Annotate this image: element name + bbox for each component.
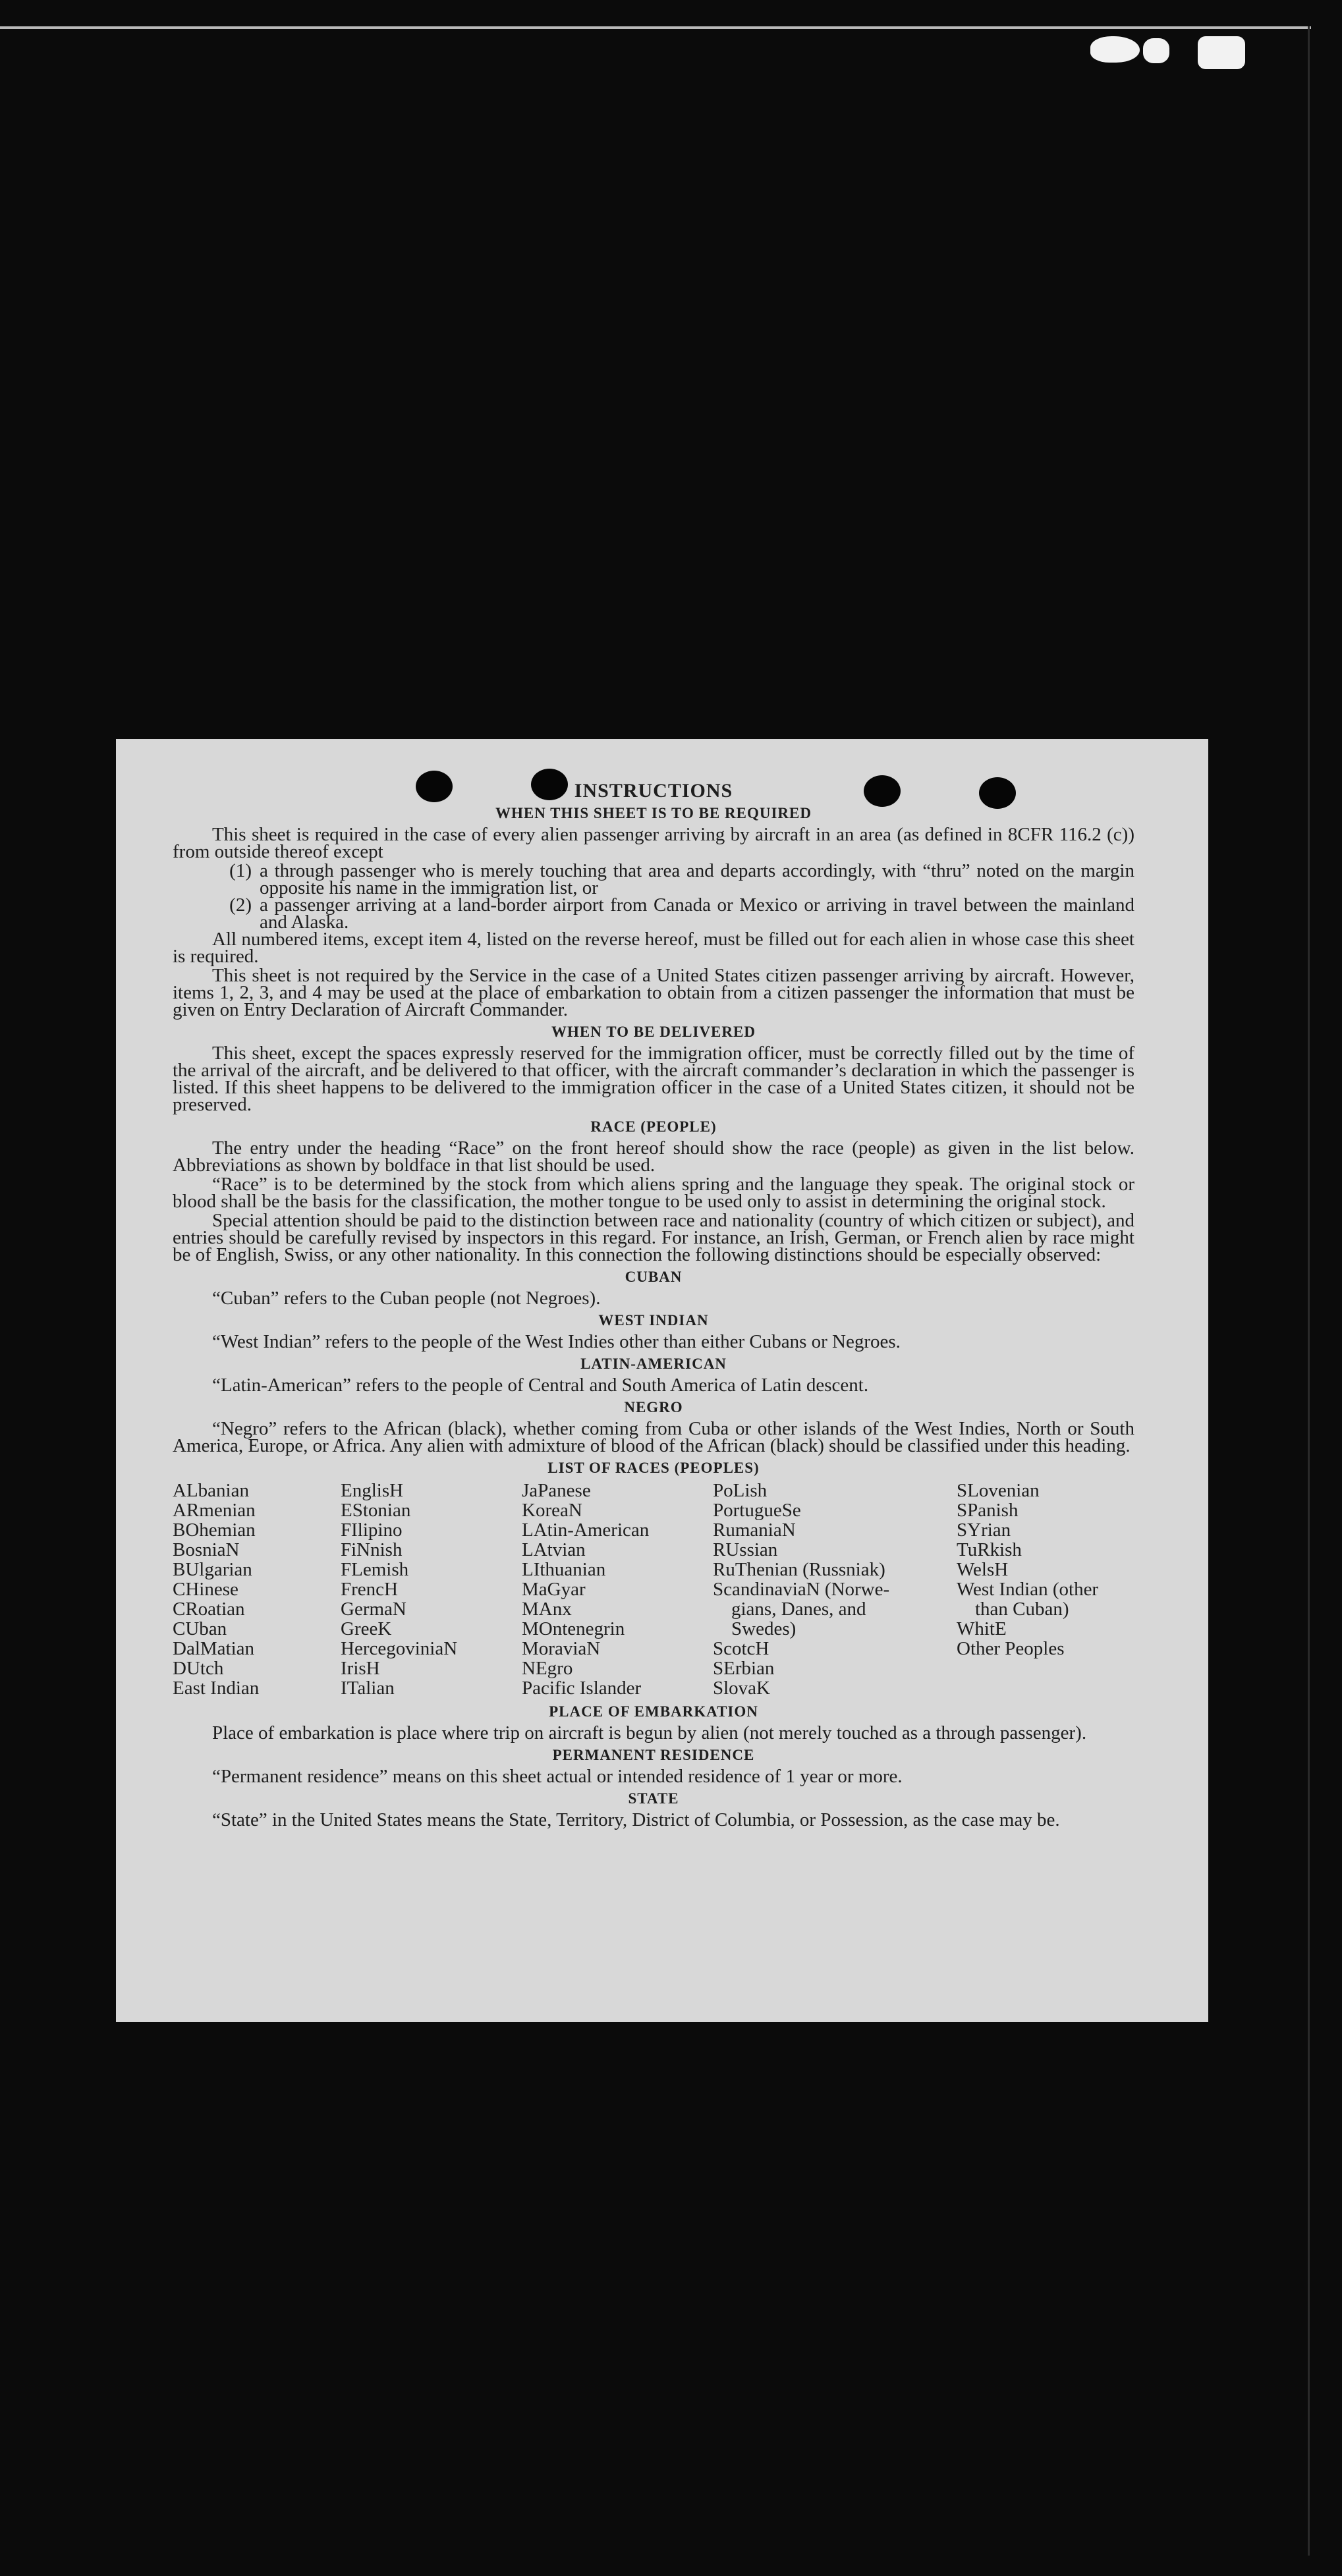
race-entry: SPanish bbox=[957, 1500, 1019, 1521]
race-entry: RuThenian (Russniak) bbox=[713, 1559, 885, 1580]
race-entry: LAtin-American bbox=[522, 1520, 650, 1541]
race-entry: RumaniaN bbox=[713, 1520, 796, 1541]
races-column-3 bbox=[522, 1481, 713, 1698]
race-entry: SlovaK bbox=[713, 1678, 770, 1699]
paragraph-latin-american: “Latin-American” refers to the people of Central and South America of Latin descent. bbox=[212, 1375, 869, 1396]
races-table bbox=[173, 1481, 1134, 1698]
race-entry: RUssian bbox=[713, 1539, 778, 1560]
race-entry: Pacific Islander bbox=[522, 1678, 642, 1699]
race-entry-continued: gians, Danes, and bbox=[731, 1599, 866, 1620]
races-column-4 bbox=[713, 1481, 957, 1698]
paragraph-race-2: “Race” is to be determined by the stock from which aliens spring and the language they speak. The original stock or blood shall be the basis for the classification, the mother tongue to be used only to assist in determining the original stock. bbox=[173, 1174, 1134, 1212]
races-column-2 bbox=[341, 1481, 522, 1698]
race-entry: LIthuanian bbox=[522, 1559, 606, 1580]
film-edge-line bbox=[0, 26, 1311, 29]
race-entry: DUtch bbox=[173, 1658, 224, 1679]
race-entry: BosniaN bbox=[173, 1539, 240, 1560]
paragraph-required: This sheet is required in the case of every alien passenger arriving by aircraft in an area (as defined in 8CFR 116.2 (c)) from outside thereof except bbox=[173, 824, 1134, 862]
race-entry: DalMatian bbox=[173, 1638, 255, 1659]
exception-item-1 bbox=[173, 862, 1134, 896]
paragraph-embarkation: Place of embarkation is place where trip on aircraft is begun by alien (not merely touched as a through passenger). bbox=[212, 1722, 1087, 1743]
heading-list-of-races: LIST OF RACES (PEOPLES) bbox=[547, 1460, 760, 1476]
race-entry: SLovenian bbox=[957, 1480, 1040, 1501]
race-entry: CUban bbox=[173, 1618, 227, 1639]
race-entry: FLemish bbox=[341, 1559, 409, 1580]
heading-when-required: WHEN THIS SHEET IS TO BE REQUIRED bbox=[495, 805, 812, 821]
race-entry: MAnx bbox=[522, 1599, 572, 1620]
paragraph-race-3: Special attention should be paid to the distinction between race and nationality (country of which citizen or subject), and entries should be carefully revised by inspectors in this regard. For instance, an Irish, German, or French alien by race might be of English, Swiss, or any other nationality. In this connection the following distinctions should be especially observed: bbox=[173, 1210, 1134, 1265]
race-entry: CHinese bbox=[173, 1579, 238, 1600]
paragraph-not-required: This sheet is not required by the Service in the case of a United States citizen passenger arriving by aircraft. However, items 1, 2, 3, and 4 may be used at the place of embarkation to obtain from a citizen passenger the information that must be given on Entry Declaration of Aircraft Commander. bbox=[173, 965, 1134, 1020]
race-entry: MaGyar bbox=[522, 1579, 586, 1600]
paragraph-race-1: The entry under the heading “Race” on the front hereof should show the race (people) as given in the list below. Abbreviations as shown by boldface in that list should be used. bbox=[173, 1137, 1134, 1176]
item-text: a passenger arriving at a land-border airport from Canada or Mexico or arriving in travel between the mainland and Alaska. bbox=[260, 894, 1134, 933]
heading-permanent-residence: PERMANENT RESIDENCE bbox=[552, 1747, 755, 1763]
race-entry: ScotcH bbox=[713, 1638, 769, 1659]
film-frame-mark bbox=[1143, 38, 1169, 63]
race-entry: ARmenian bbox=[173, 1500, 256, 1521]
race-entry: SErbian bbox=[713, 1658, 775, 1679]
race-entry: WelsH bbox=[957, 1559, 1009, 1580]
races-column-1 bbox=[173, 1481, 341, 1698]
race-entry: EStonian bbox=[341, 1500, 411, 1521]
item-text: a through passenger who is merely touching that area and departs accordingly, with “thru” noted on the margin opposite his name in the immigration list, or bbox=[260, 860, 1134, 898]
race-entry: ALbanian bbox=[173, 1480, 249, 1501]
race-entry: FiNnish bbox=[341, 1539, 403, 1560]
race-entry: Other Peoples bbox=[957, 1638, 1065, 1659]
heading-when-delivered: WHEN TO BE DELIVERED bbox=[551, 1024, 756, 1040]
race-entry: MOntenegrin bbox=[522, 1618, 625, 1639]
heading-latin-american: LATIN-AMERICAN bbox=[580, 1356, 727, 1372]
heading-state: STATE bbox=[628, 1790, 679, 1807]
race-entry: PortugueSe bbox=[713, 1500, 801, 1521]
heading-race: RACE (PEOPLE) bbox=[590, 1118, 717, 1135]
race-entry: East Indian bbox=[173, 1678, 260, 1699]
race-entry: PoLish bbox=[713, 1480, 768, 1501]
race-entry: JaPanese bbox=[522, 1480, 591, 1501]
film-frame-mark bbox=[1090, 36, 1140, 63]
paragraph-delivered: This sheet, except the spaces expressly reserved for the immigration officer, must be correctly filled out by the time of the arrival of the aircraft, and be delivered to that officer, with the aircraft commander’s declaration in which the passenger is listed. If this sheet happens to be delivered to the immigration officer in the case of a United States citizen, it should not be preserved. bbox=[173, 1043, 1134, 1115]
heading-place-of-embarkation: PLACE OF EMBARKATION bbox=[549, 1703, 758, 1720]
race-entry: FrencH bbox=[341, 1579, 398, 1600]
paragraph-state: “State” in the United States means the State, Territory, District of Columbia, or Possession, as the case may be. bbox=[212, 1809, 1060, 1830]
race-entry: SYrian bbox=[957, 1520, 1011, 1541]
race-entry: EnglisH bbox=[341, 1480, 404, 1501]
race-entry: MoraviaN bbox=[522, 1638, 601, 1659]
heading-negro: NEGRO bbox=[624, 1399, 683, 1415]
paragraph-residence: “Permanent residence” means on this sheet actual or intended residence of 1 year or more. bbox=[212, 1766, 903, 1787]
race-entry: GermaN bbox=[341, 1599, 406, 1620]
race-entry: West Indian (other bbox=[957, 1579, 1099, 1600]
race-entry: IrisH bbox=[341, 1658, 380, 1679]
race-entry-continued: Swedes) bbox=[731, 1618, 797, 1639]
race-entry: BOhemian bbox=[173, 1520, 256, 1541]
item-number: (2) bbox=[229, 894, 252, 916]
race-entry: WhitE bbox=[957, 1618, 1007, 1639]
item-number: (1) bbox=[229, 860, 252, 881]
heading-west-indian: WEST INDIAN bbox=[598, 1312, 709, 1329]
race-entry: BUlgarian bbox=[173, 1559, 252, 1580]
heading-cuban: CUBAN bbox=[625, 1269, 683, 1285]
exception-item-2 bbox=[173, 896, 1134, 931]
race-entry: ScandinaviaN (Norwe- bbox=[713, 1579, 890, 1600]
paragraph-numbered-items: All numbered items, except item 4, listed on the reverse hereof, must be filled out for each alien in whose case this sheet is required. bbox=[173, 929, 1134, 967]
instructions-content bbox=[173, 782, 1134, 1830]
race-entry: CRoatian bbox=[173, 1599, 245, 1620]
paragraph-west-indian: “West Indian” refers to the people of the West Indies other than either Cubans or Negroes. bbox=[212, 1331, 901, 1352]
race-entry: NEgro bbox=[522, 1658, 573, 1679]
page-title: INSTRUCTIONS bbox=[574, 780, 733, 802]
race-entry: FIlipino bbox=[341, 1520, 403, 1541]
paragraph-negro: “Negro” refers to the African (black), whether coming from Cuba or other islands of the West Indies, North or South America, Europe, or Africa. Any alien with admixture of blood of the African (black) should be classified under this heading. bbox=[173, 1418, 1134, 1456]
race-entry: LAtvian bbox=[522, 1539, 586, 1560]
film-frame-mark bbox=[1198, 36, 1245, 69]
race-entry-continued: than Cuban) bbox=[975, 1599, 1069, 1620]
race-entry: TuRkish bbox=[957, 1539, 1022, 1560]
paragraph-cuban: “Cuban” refers to the Cuban people (not Negroes). bbox=[212, 1288, 601, 1309]
document-page bbox=[116, 739, 1208, 2022]
race-entry: GreeK bbox=[341, 1618, 392, 1639]
race-entry: HercegoviniaN bbox=[341, 1638, 458, 1659]
races-column-5 bbox=[957, 1481, 1134, 1698]
film-edge-right bbox=[1308, 26, 1310, 2556]
race-entry: ITalian bbox=[341, 1678, 395, 1699]
race-entry: KoreaN bbox=[522, 1500, 582, 1521]
